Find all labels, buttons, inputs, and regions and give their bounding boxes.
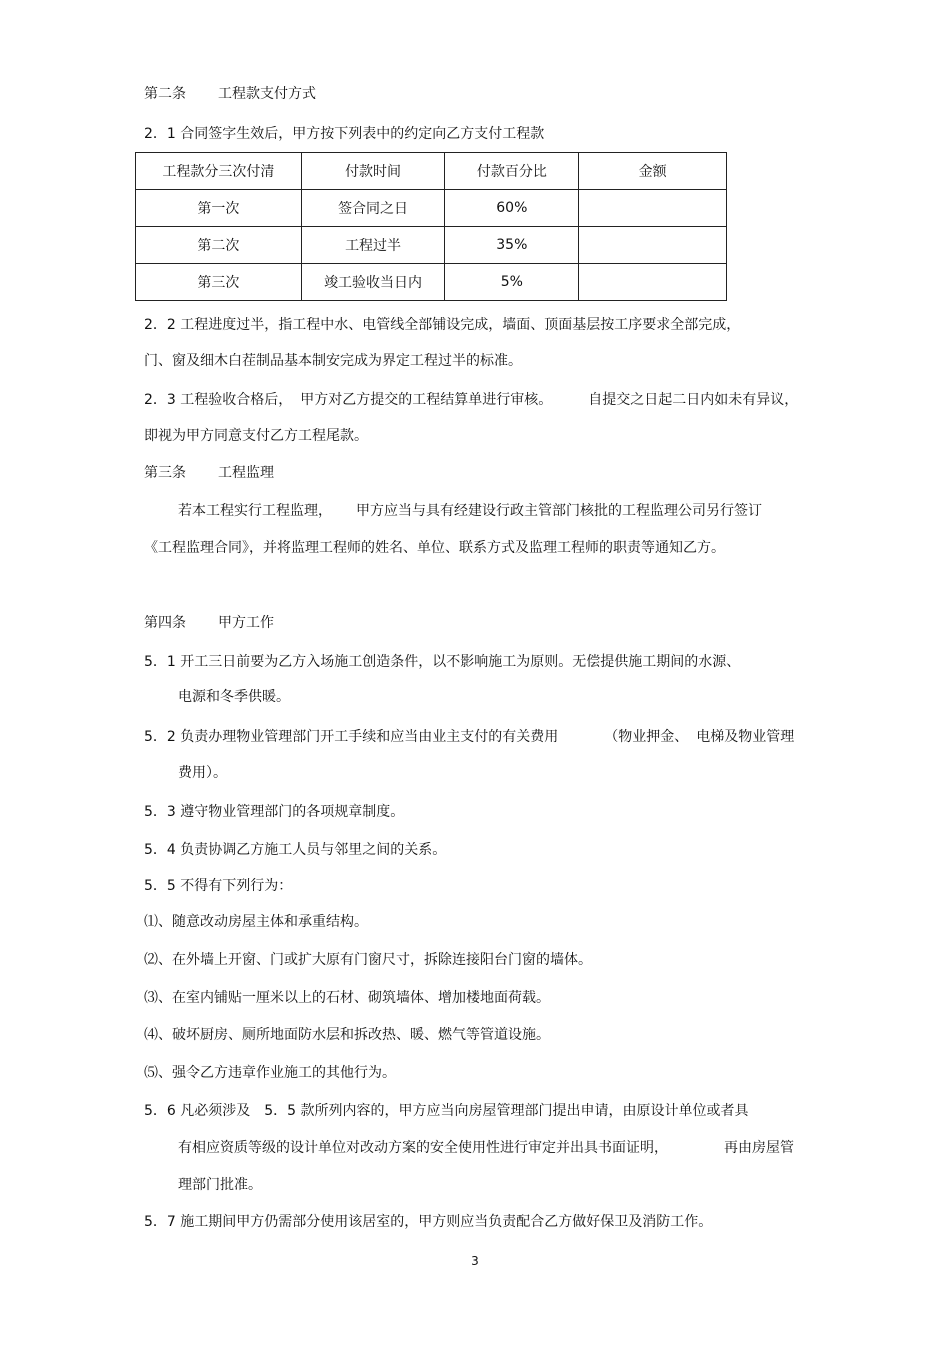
table-cell: 签合同之日 xyxy=(301,190,445,227)
list-item: ⑷、破坏厨房、厕所地面防水层和拆改热、暖、燃气等管道设施。 xyxy=(144,1027,550,1043)
article-title: 工程监理 xyxy=(218,465,274,481)
list-item: ⑸、强令乙方违章作业施工的其他行为。 xyxy=(144,1065,396,1081)
text-segment: 有相应资质等级的设计单位对改动方案的安全使用性进行审定并出具书面证明， xyxy=(178,1140,668,1156)
table-cell xyxy=(579,264,727,301)
table-cell: 第二次 xyxy=(136,227,302,264)
table-row xyxy=(136,227,727,264)
text-segment: 自提交之日起二日内如未有异议， xyxy=(588,392,799,408)
list-item: ⑵、在外墙上开窗、门或扩大原有门窗尺寸，拆除连接阳台门窗的墙体。 xyxy=(144,952,592,968)
table-header-cell: 付款时间 xyxy=(301,153,445,190)
paragraph-5-1-line-1: 5．1 开工三日前要为乙方入场施工创造条件，以不影响施工为原则。无偿提供施工期间的水源、 xyxy=(144,654,741,670)
paragraph-5-2-line-2: 费用）。 xyxy=(178,765,227,781)
paragraph-5-4: 5．4 负责协调乙方施工人员与邻里之间的关系。 xyxy=(144,842,447,858)
paragraph-5-6-line-1: 5．6 凡必须涉及 5．5 款所列内容的，甲方应当向房屋管理部门提出申请，由原设计单位或者具 xyxy=(144,1103,749,1119)
paragraph-2-3-line-1 xyxy=(144,390,798,410)
table-header-row xyxy=(136,153,727,190)
article-title: 甲方工作 xyxy=(218,615,274,631)
table-cell xyxy=(579,190,727,227)
table-cell: 第三次 xyxy=(136,264,302,301)
paragraph-3-line-1 xyxy=(178,501,762,521)
paragraph-5-7: 5．7 施工期间甲方仍需部分使用该居室的，甲方则应当负责配合乙方做好保卫及消防工作。 xyxy=(144,1214,713,1230)
paragraph-2-2-line-1: 2．2 工程进度过半，指工程中水、电管线全部铺设完成，墙面、顶面基层按工序要求全部完成， xyxy=(144,317,741,333)
article-4-heading xyxy=(144,613,274,633)
table-header-cell: 金额 xyxy=(579,153,727,190)
text-segment: 再由房屋管 xyxy=(724,1140,794,1156)
payment-table xyxy=(135,152,727,301)
text-segment: 甲方应当与具有经建设行政主管部门核批的工程监理公司另行签订 xyxy=(356,503,762,519)
text-segment: 5．2 负责办理物业管理部门开工手续和应当由业主支付的有关费用 xyxy=(144,729,559,745)
table-cell: 第一次 xyxy=(136,190,302,227)
text-segment: 若本工程实行工程监理， xyxy=(178,503,332,519)
article-2-heading xyxy=(144,84,316,104)
list-item: ⑶、在室内铺贴一厘米以上的石材、砌筑墙体、增加楼地面荷载。 xyxy=(144,990,550,1006)
paragraph-5-1-line-2: 电源和冬季供暖。 xyxy=(178,689,290,705)
page-number: 3 xyxy=(471,1254,479,1268)
text-segment: 甲方对乙方提交的工程结算单进行审核。 xyxy=(300,392,553,408)
paragraph-2-3-line-2: 即视为甲方同意支付乙方工程尾款。 xyxy=(144,428,368,444)
article-3-heading xyxy=(144,463,274,483)
table-row xyxy=(136,190,727,227)
paragraph-2-2-line-2: 门、窗及细木白茬制品基本制安完成为界定工程过半的标准。 xyxy=(144,353,522,369)
article-number: 第四条 xyxy=(144,615,186,631)
article-number: 第三条 xyxy=(144,465,186,481)
paragraph-2-1: 2．1 合同签字生效后，甲方按下列表中的约定向乙方支付工程款 xyxy=(144,126,545,142)
paragraph-5-5: 5．5 不得有下列行为： xyxy=(144,878,293,894)
text-segment: 2．3 工程验收合格后， xyxy=(144,392,293,408)
table-cell: 竣工验收当日内 xyxy=(301,264,445,301)
table-cell: 60% xyxy=(445,190,579,227)
table-header-cell: 付款百分比 xyxy=(445,153,579,190)
text-segment: （物业押金、 xyxy=(604,729,689,745)
paragraph-5-3: 5．3 遵守物业管理部门的各项规章制度。 xyxy=(144,804,405,820)
table-cell: 工程过半 xyxy=(301,227,445,264)
paragraph-5-6-line-2 xyxy=(178,1138,794,1158)
text-segment: 电梯及物业管理 xyxy=(696,729,795,745)
paragraph-3-line-2: 《工程监理合同》，并将监理工程师的姓名、单位、联系方式及监理工程师的职责等通知乙方。 xyxy=(144,540,725,556)
table-cell: 5% xyxy=(445,264,579,301)
article-number: 第二条 xyxy=(144,86,186,102)
list-item: ⑴、随意改动房屋主体和承重结构。 xyxy=(144,914,368,930)
table-row xyxy=(136,264,727,301)
table-cell xyxy=(579,227,727,264)
paragraph-5-2-line-1 xyxy=(144,727,794,747)
paragraph-5-6-line-3: 理部门批准。 xyxy=(178,1177,262,1193)
table-header-cell: 工程款分三次付清 xyxy=(136,153,302,190)
table-cell: 35% xyxy=(445,227,579,264)
article-title: 工程款支付方式 xyxy=(218,86,316,102)
